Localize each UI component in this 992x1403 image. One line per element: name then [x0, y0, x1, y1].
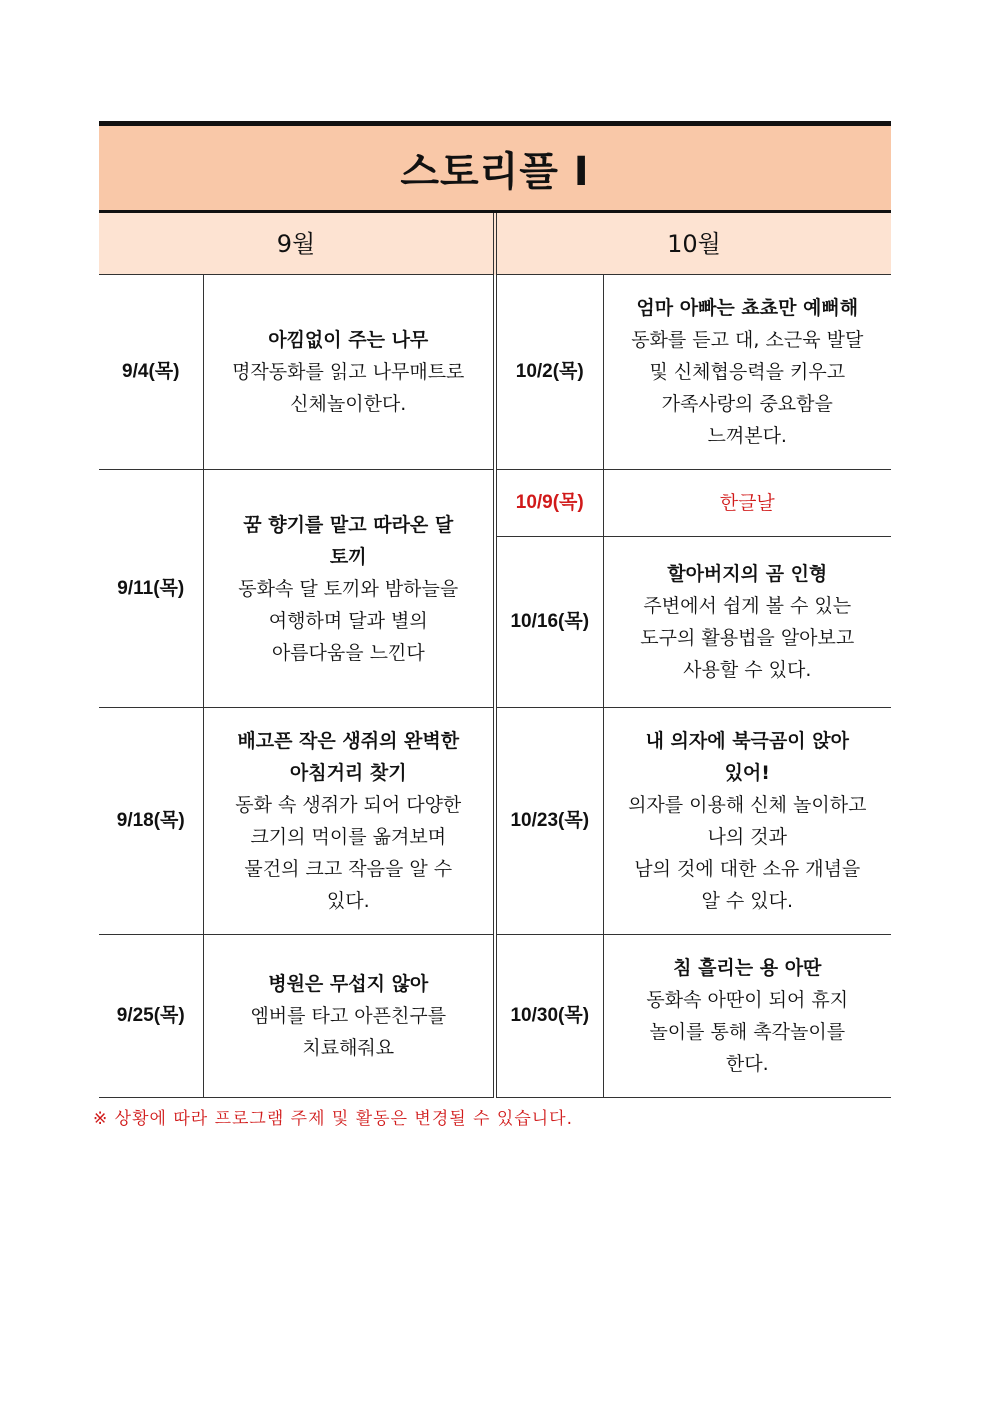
holiday-date-cell: 10/9(목) [495, 470, 603, 537]
activity-title: 엄마 아빠는 쵸쵸만 예뻐해 [636, 297, 859, 319]
table-row [99, 708, 891, 935]
activity-desc-line: 신체놀이한다. [290, 393, 407, 415]
month-october: 10월 [495, 213, 891, 275]
activity-title-line: 배고픈 작은 생쥐의 완벽한 [237, 730, 460, 752]
date-cell: 10/2(목) [495, 275, 603, 470]
activity-desc-line: 주변에서 쉽게 볼 수 있는 [643, 595, 852, 617]
date-cell: 9/11(목) [99, 470, 203, 708]
activity-cell [603, 935, 891, 1098]
schedule-table [99, 213, 891, 1098]
activity-desc-line: 아름다움을 느낀다 [271, 641, 425, 664]
date-cell: 9/25(목) [99, 935, 203, 1098]
footnote: ※ 상황에 따라 프로그램 주제 및 활동은 변경될 수 있습니다. [93, 1109, 573, 1129]
month-september: 9월 [99, 213, 495, 275]
activity-desc-line: 도구의 활용법을 알아보고 [640, 627, 855, 649]
activity-desc-line: 동화속 달 토끼와 밤하늘을 [238, 577, 459, 600]
activity-desc-line: 명작동화를 읽고 나무매트로 [232, 361, 465, 383]
activity-title: 침 흘리는 용 아딴 [673, 957, 822, 979]
activity-cell [603, 708, 891, 935]
activity-cell [203, 470, 495, 708]
holiday-label: 한글날 [603, 470, 891, 537]
activity-title: 병원은 무섭지 않아 [268, 973, 429, 995]
activity-desc-line: 느껴본다. [707, 425, 787, 447]
schedule-sheet [99, 121, 891, 1098]
activity-cell [203, 275, 495, 470]
activity-desc-line: 및 신체협응력을 키우고 [649, 361, 846, 383]
date-cell: 9/18(목) [99, 708, 203, 935]
date-cell: 9/4(목) [99, 275, 203, 470]
activity-desc-line: 나의 것과 [707, 826, 787, 848]
activity-desc-line: 치료해줘요 [302, 1037, 395, 1059]
activity-desc-line: 동화 속 생쥐가 되어 다양한 [235, 794, 462, 816]
activity-desc-line: 있다. [326, 890, 370, 912]
activity-title: 할아버지의 곰 인형 [667, 563, 828, 585]
activity-desc-line: 동화를 듣고 대, 소근육 발달 [631, 329, 864, 351]
date-cell: 10/30(목) [495, 935, 603, 1098]
activity-title-line: 있어! [724, 762, 770, 784]
activity-desc-line: 동화속 아딴이 되어 휴지 [646, 989, 849, 1011]
date-cell: 10/16(목) [495, 537, 603, 708]
activity-desc-line: 놀이를 통해 촉각놀이를 [649, 1021, 846, 1043]
activity-desc-line: 여행하며 달과 별의 [268, 609, 428, 632]
title-banner [99, 121, 891, 213]
activity-title-line: 꿈 향기를 맡고 따라온 달 [243, 513, 454, 536]
page-title: 스토리플 I [400, 148, 590, 195]
table-row [99, 935, 891, 1098]
activity-title: 아낌없이 주는 나무 [268, 329, 429, 351]
month-header-row [99, 213, 891, 275]
activity-title-line: 토끼 [329, 545, 367, 568]
activity-desc-line: 알 수 있다. [701, 890, 794, 912]
activity-cell [603, 537, 891, 708]
activity-desc-line: 물건의 크고 작음을 알 수 [244, 858, 453, 880]
activity-desc-line: 크기의 먹이를 옮겨보며 [250, 826, 447, 848]
activity-desc-line: 엠버를 타고 아픈친구를 [250, 1005, 447, 1027]
date-cell: 10/23(목) [495, 708, 603, 935]
activity-desc-line: 가족사랑의 중요함을 [661, 393, 833, 415]
activity-cell [603, 275, 891, 470]
table-row [99, 470, 891, 537]
activity-desc-line: 남의 것에 대한 소유 개념을 [634, 858, 861, 880]
activity-desc-line: 사용할 수 있다. [683, 659, 812, 681]
activity-cell [203, 708, 495, 935]
activity-desc-line: 의자를 이용해 신체 놀이하고 [628, 794, 867, 816]
table-row [99, 275, 891, 470]
activity-title-line: 내 의자에 북극곰이 앉아 [645, 730, 849, 752]
activity-title-line: 아침거리 찾기 [289, 762, 407, 784]
activity-desc-line: 한다. [725, 1053, 769, 1075]
activity-cell [203, 935, 495, 1098]
